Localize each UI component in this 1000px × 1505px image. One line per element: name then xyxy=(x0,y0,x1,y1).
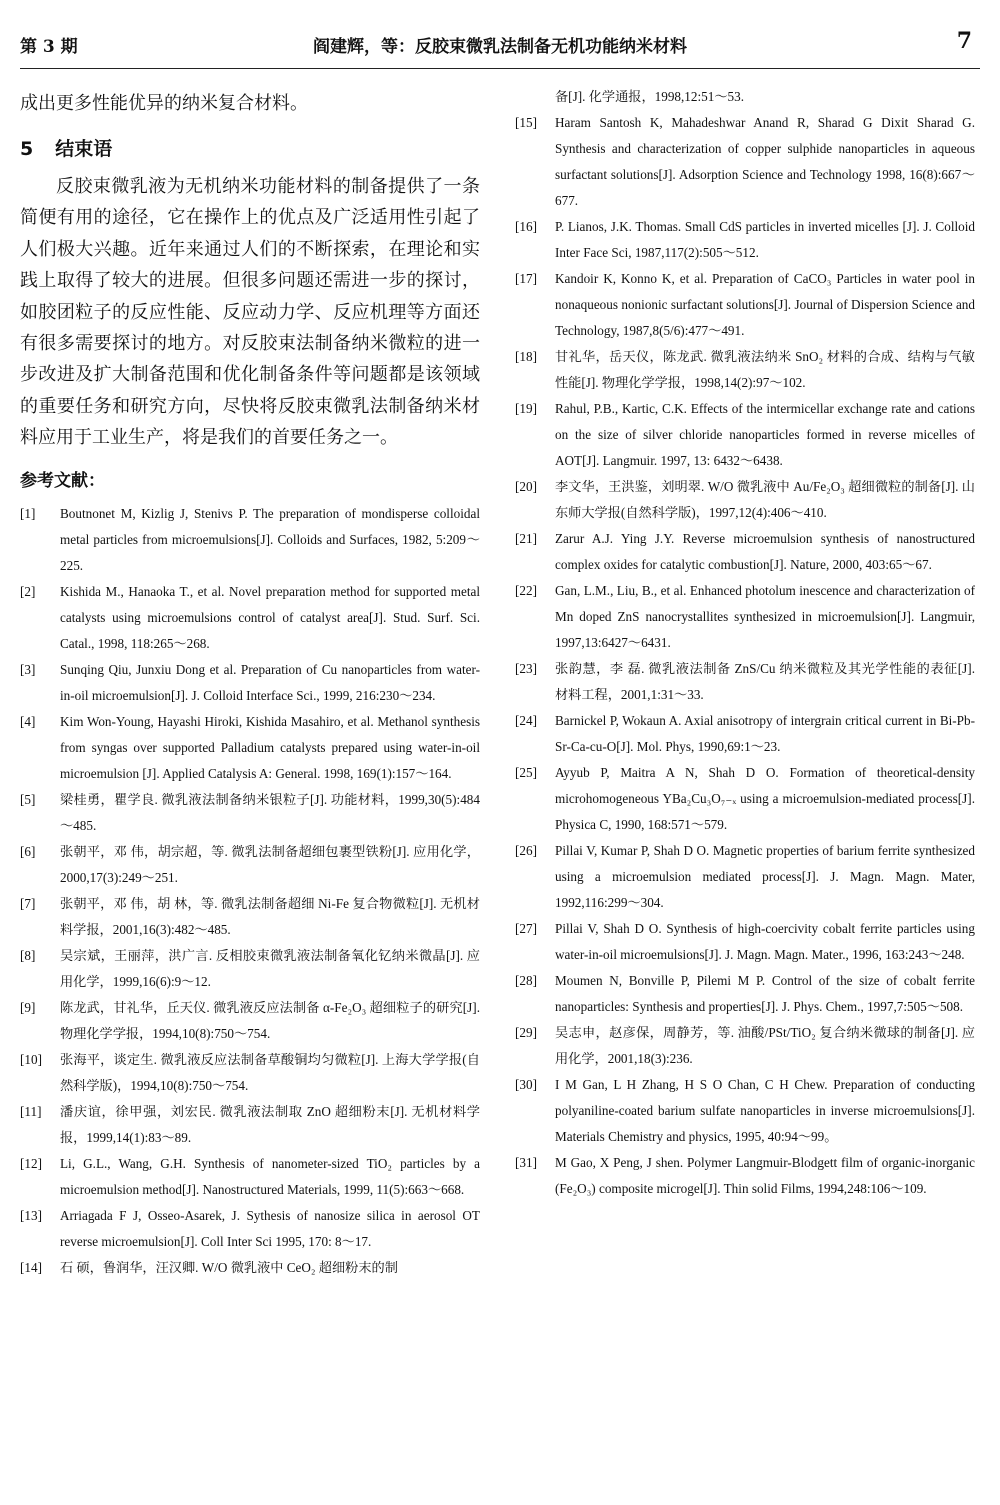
reference-item xyxy=(515,1072,975,1150)
reference-item xyxy=(515,474,975,526)
continued-paragraph: 成出更多性能优异的纳米复合材料。 xyxy=(20,93,308,114)
reference-number: [2] xyxy=(20,583,36,599)
page-number: 7 xyxy=(956,28,972,54)
reference-list-right xyxy=(515,110,975,1202)
reference-text: 陈龙武，甘礼华，丘天仪. 微乳液反应法制备 α-Fe₂O₃ 超细粒子的研究[J]. 物理化学学报，1994,10(8):750～754. xyxy=(60,999,480,1041)
reference-text: 甘礼华，岳天仪，陈龙武. 微乳液法纳米 SnO₂ 材料的合成、结构与气敏性能[J]. 物理化学学报，1998,14(2):97～102. xyxy=(555,349,975,390)
reference-number: [25] xyxy=(515,765,537,780)
reference-text: 吴志申，赵彦保，周静芳，等. 油酸/PSt/TiO₂ 复合纳米微球的制备[J]. 应用化学，2001,18(3):236. xyxy=(555,1025,975,1066)
reference-number: [18] xyxy=(515,349,537,364)
reference-text: Zarur A.J. Ying J.Y. Reverse microemulsion synthesis of nanostructured complex oxides for catalytic combustion[J]. Nature, 2000, 403:65～67. xyxy=(555,531,975,572)
reference-text: M Gao, X Peng, J shen. Polymer Langmuir-Blodgett film of organic-inorganic (Fe₂O₃) composite microgel[J]. Thin solid Films, 1994,248:106～109. xyxy=(555,1155,975,1196)
reference-text: Kim Won-Young, Hayashi Hiroki, Kishida Masahiro, et al. Methanol synthesis from syngas over supported Palladium catalysts prepared using water-in-oil microemulsion [J]. Applied Catalysis A: General. 1998, 169(1):157～164. xyxy=(60,713,480,781)
reference-text: 梁桂勇，瞿学良. 微乳液法制备纳米银粒子[J]. 功能材料，1999,30(5):484～485. xyxy=(60,791,480,833)
reference-number: [29] xyxy=(515,1025,537,1040)
reference-item xyxy=(515,968,975,1020)
reference-item xyxy=(20,1255,480,1281)
reference-item xyxy=(515,1020,975,1072)
reference-text: Li, G.L., Wang, G.H. Synthesis of nanometer-sized TiO₂ particles by a microemulsion method[J]. Nanostructured Materials, 1999, 11(5):663～668. xyxy=(60,1155,480,1197)
reference-number: [22] xyxy=(515,583,537,598)
reference-item xyxy=(20,709,480,787)
reference-item xyxy=(515,266,975,344)
reference-item xyxy=(515,760,975,838)
reference-text: Gan, L.M., Liu, B., et al. Enhanced photolum inescence and characterization of Mn doped ZnS nanocrystallites synthesized in microemulsion[J]. Langmuir, 1997,13:6427～6431. xyxy=(555,583,975,650)
reference-text: Kandoir K, Konno K, et al. Preparation of CaCO₃ Particles in water pool in nonaqueous nonionic surfactant solutions[J]. Journal of Dispersion Science and Technology, 1987,8(5/6):477～491. xyxy=(555,271,975,338)
reference-number: [8] xyxy=(20,947,36,963)
reference-text: I M Gan, L H Zhang, H S O Chan, C H Chew. Preparation of conducting polyaniline-coated barium sulfate nanoparticles in inverse microemulsions[J]. Materials Chemistry and physics, 1995, 40:94～99。 xyxy=(555,1077,975,1144)
reference-text: Haram Santosh K, Mahadeshwar Anand R, Sharad G Dixit Sharad G. Synthesis and characterization of copper sulphide nanoparticles in aqueous surfactant solutions[J]. Adsorption Science and Technology 1998, 16(8):667～677. xyxy=(555,115,975,208)
reference-number: [3] xyxy=(20,661,36,677)
reference-item xyxy=(20,501,480,579)
reference-text: P. Lianos, J.K. Thomas. Small CdS particles in inverted micelles [J]. J. Colloid Inter Face Sci, 1987,117(2):505～512. xyxy=(555,219,975,260)
reference-item xyxy=(515,708,975,760)
reference-number: [7] xyxy=(20,895,36,911)
reference-text: 吴宗斌，王丽萍，洪广言. 反相胶束微乳液法制备氧化钇纳米微晶[J]. 应用化学，1999,16(6):9～12. xyxy=(60,947,480,989)
reference-number: [4] xyxy=(20,713,36,729)
reference-number: [31] xyxy=(515,1155,537,1170)
reference-item xyxy=(20,787,480,839)
reference-item xyxy=(515,344,975,396)
reference-number: [13] xyxy=(20,1207,42,1223)
reference-number: [12] xyxy=(20,1155,42,1171)
running-title: 阎建辉，等：反胶束微乳法制备无机功能纳米材料 xyxy=(313,37,687,57)
reference-text: 张海平，谈定生. 微乳液反应法制备草酸铜均匀微粒[J]. 上海大学学报(自然科学版)，1994,10(8):750～754. xyxy=(60,1051,480,1093)
issue-number: 第 3 期 xyxy=(20,37,78,57)
reference-number: [20] xyxy=(515,479,537,494)
right-column xyxy=(515,84,975,1202)
reference-item xyxy=(515,396,975,474)
reference-number: [9] xyxy=(20,999,36,1015)
reference-item xyxy=(20,995,480,1047)
reference-text: Sunqing Qiu, Junxiu Dong et al. Preparation of Cu nanoparticles from water-in-oil microemulsion[J]. J. Colloid Interface Sci., 1999, 216:230～234. xyxy=(60,661,480,703)
reference-text: Pillai V, Kumar P, Shah D O. Magnetic properties of barium ferrite synthesized using a microemulsion mediated process[J]. J. Magn. Magn. Mater, 1992,116:299～304. xyxy=(555,843,975,910)
reference-item xyxy=(515,110,975,214)
section-title: 结束语 xyxy=(55,138,113,160)
running-header xyxy=(20,22,980,69)
reference-number: [28] xyxy=(515,973,537,988)
reference-number: [27] xyxy=(515,921,537,936)
reference-text: 张朝平，邓 伟，胡宗超，等. 微乳法制备超细包裹型铁粉[J]. 应用化学，2000,17(3):249～251. xyxy=(60,843,480,885)
reference-text: 张朝平，邓 伟，胡 林，等. 微乳法制备超细 Ni-Fe 复合物微粒[J]. 无机材料学报，2001,16(3):482～485. xyxy=(60,895,480,937)
reference-number: [26] xyxy=(515,843,537,858)
reference-number: [14] xyxy=(20,1259,42,1275)
reference-continuation: 备[J]. 化学通报，1998,12:51～53. xyxy=(555,89,745,104)
reference-item xyxy=(20,1151,480,1203)
reference-number: [16] xyxy=(515,219,537,234)
reference-item xyxy=(20,1099,480,1151)
reference-text: Moumen N, Bonville P, Pilemi M P. Control of the size of cobalt ferrite nanoparticles: Synthesis and properties[J]. J. Phys. Chem., 1997,7:505～508. xyxy=(555,973,975,1014)
reference-number: [15] xyxy=(515,115,537,130)
reference-text: Rahul, P.B., Kartic, C.K. Effects of the intermicellar exchange rate and cations on the size of silver chloride nanoparticles formed in reverse micelles of AOT[J]. Langmuir. 1997, 13: 6432～6438. xyxy=(555,401,975,468)
reference-item xyxy=(20,579,480,657)
reference-number: [30] xyxy=(515,1077,537,1092)
reference-text: Barnickel P, Wokaun A. Axial anisotropy of intergrain critical current in Bi-Pb-Sr-Ca-cu-O[J]. Mol. Phys, 1990,69:1～23. xyxy=(555,713,975,754)
reference-text: 李文华，王洪鉴，刘明翠. W/O 微乳液中 Au/Fe₂O₃ 超细微粒的制备[J]. 山东师大学报(自然科学版)，1997,12(4):406～410. xyxy=(555,479,975,520)
reference-text: Ayyub P, Maitra A N, Shah D O. Formation of theoretical-density microhomogeneous YBa₂Cu₃O₇₋ₓ using a microemulsion-mediated process[J]. Physica C, 1990, 168:571～579. xyxy=(555,765,975,832)
reference-number: [5] xyxy=(20,791,36,807)
reference-item xyxy=(20,1047,480,1099)
reference-item xyxy=(20,891,480,943)
reference-number: [17] xyxy=(515,271,537,286)
reference-number: [23] xyxy=(515,661,537,676)
reference-number: [1] xyxy=(20,505,36,521)
reference-text: Pillai V, Shah D O. Synthesis of high-coercivity cobalt ferrite particles using water-in-oil microemulsions[J]. J. Magn. Magn. Mater., 1996, 163:243～248. xyxy=(555,921,975,962)
reference-item xyxy=(20,657,480,709)
reference-text: Boutnonet M, Kizlig J, Stenivs P. The preparation of mondisperse colloidal metal particles from microemulsions[J]. Colloids and Surfaces, 1982, 5:209～225. xyxy=(60,505,480,573)
reference-text: 张韵慧，李 磊. 微乳液法制备 ZnS/Cu 纳米微粒及其光学性能的表征[J]. 材料工程，2001,1:31～33. xyxy=(555,661,975,702)
reference-item xyxy=(515,916,975,968)
references-heading: 参考文献： xyxy=(20,470,105,491)
section-number: 5 xyxy=(20,138,34,160)
reference-item xyxy=(515,1150,975,1202)
reference-item xyxy=(20,943,480,995)
reference-item xyxy=(515,578,975,656)
reference-item xyxy=(515,656,975,708)
reference-item xyxy=(515,214,975,266)
reference-text: 石 硕，鲁润华，汪汉卿. W/O 微乳液中 CeO₂ 超细粉末的制 xyxy=(60,1259,398,1275)
reference-number: [24] xyxy=(515,713,537,728)
reference-item xyxy=(20,839,480,891)
reference-item xyxy=(515,838,975,916)
reference-number: [11] xyxy=(20,1103,42,1119)
conclusion-paragraph: 反胶束微乳液为无机纳米功能材料的制备提供了一条简便有用的途径，它在操作上的优点及广泛适用性引起了人们极大兴趣。近年来通过人们的不断探索，在理论和实践上取得了较大的进展。但很多问题还需进一步的探讨，如胶团粒子的反应性能、反应动力学、反应机理等方面还有很多需要探讨的地方。对反胶束法制备纳米微粒的进一步改进及扩大制备范围和优化制备条件等问题都是该领域的重要任务和研究方向，尽快将反胶束微乳法制备纳米材料应用于工业生产，将是我们的首要任务之一。 xyxy=(20,176,480,449)
reference-item xyxy=(515,526,975,578)
reference-item xyxy=(20,1203,480,1255)
section-heading xyxy=(20,134,480,161)
reference-text: Arriagada F J, Osseo-Asarek, J. Sythesis of nanosize silica in aerosol OT reverse microemulsion[J]. Coll Inter Sci 1995, 170: 8～17. xyxy=(60,1207,480,1249)
reference-list-left xyxy=(20,501,480,1281)
reference-number: [19] xyxy=(515,401,537,416)
reference-number: [6] xyxy=(20,843,36,859)
reference-number: [21] xyxy=(515,531,537,546)
left-column xyxy=(20,84,480,1281)
reference-text: Kishida M., Hanaoka T., et al. Novel preparation method for supported metal catalysts using microemulsions control of catalyst area[J]. Stud. Surf. Sci. Catal., 1998, 118:265～268. xyxy=(60,583,480,651)
reference-number: [10] xyxy=(20,1051,42,1067)
reference-text: 潘庆谊，徐甲强，刘宏民. 微乳液法制取 ZnO 超细粉末[J]. 无机材料学报，1999,14(1):83～89. xyxy=(60,1103,480,1145)
